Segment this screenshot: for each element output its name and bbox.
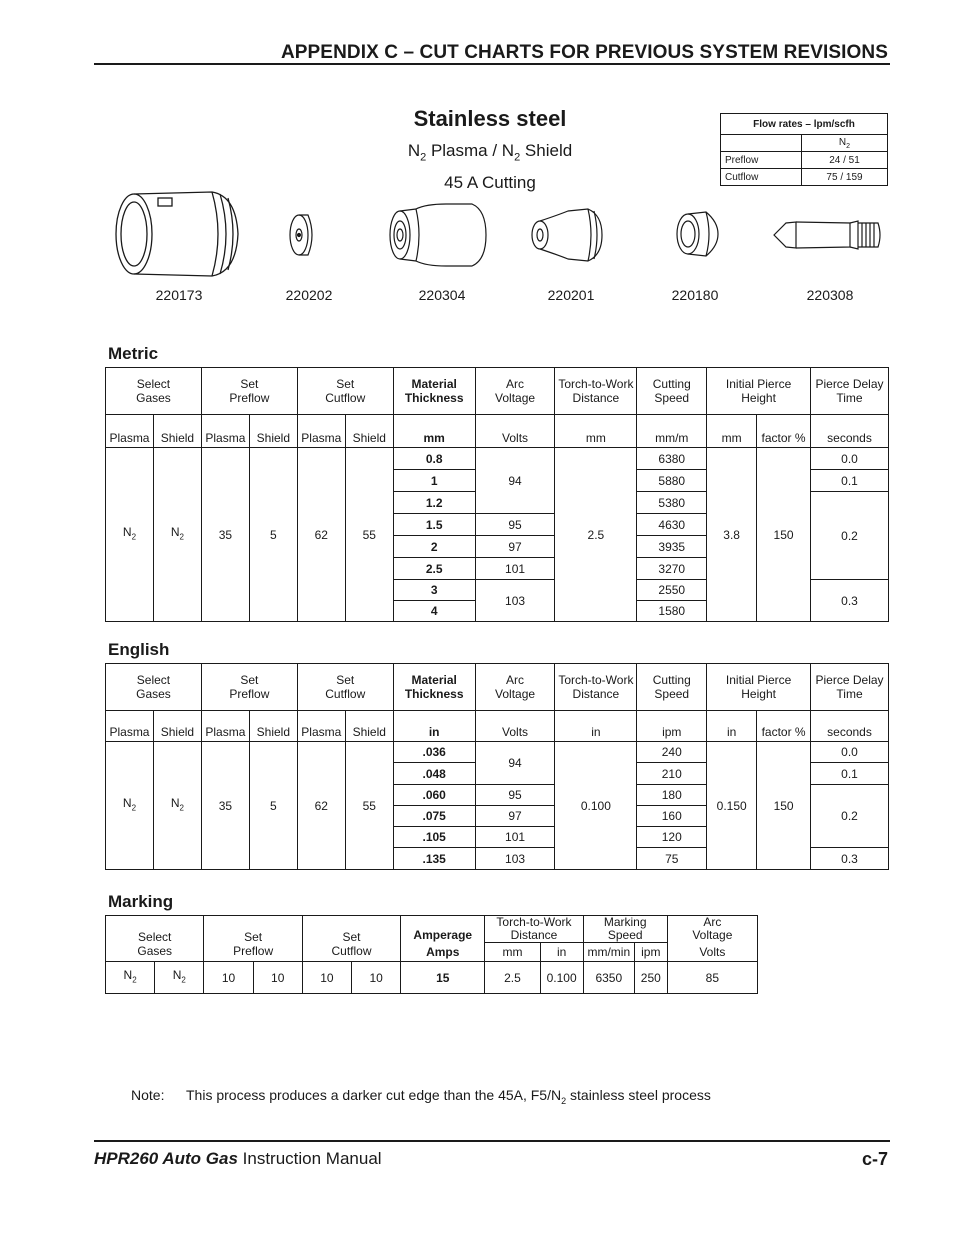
process-note: Note: This process produces a darker cut edge than the 45A, $F5/N_2$ stainless steel process bbox=[131, 1087, 711, 1106]
part-number: 220173 bbox=[155, 287, 203, 303]
swirl-ring-2-drawing bbox=[672, 208, 722, 260]
process-title: Stainless steel bbox=[413, 106, 567, 131]
flow-row-label: Cutflow bbox=[721, 169, 802, 186]
flow-row-value: 24 / 51 bbox=[802, 152, 888, 169]
note-label: Note: bbox=[131, 1087, 165, 1103]
marking-arc-voltage-header: Arc Voltage bbox=[667, 916, 757, 943]
shield-gas: $N_2$ bbox=[153, 448, 201, 622]
appendix-title: APPENDIX C – CUT CHARTS FOR PREVIOUS SYSTEM REVISIONS bbox=[280, 42, 888, 63]
retaining-cap-drawing bbox=[112, 186, 242, 281]
part-number: 220304 bbox=[418, 287, 466, 303]
cutting-speed-header: Cutting Speed bbox=[637, 368, 707, 415]
material-thickness-header: Material Thickness bbox=[393, 368, 475, 415]
part-number: 220180 bbox=[671, 287, 719, 303]
set-cutflow-header: Set Cutflow bbox=[297, 368, 393, 415]
part-number: 220202 bbox=[285, 287, 333, 303]
amperage-header: Amperage bbox=[401, 916, 485, 943]
page-number: c-7 bbox=[861, 1149, 888, 1169]
metric-heading: Metric bbox=[108, 344, 159, 363]
marking-speed-header: Marking Speed bbox=[583, 916, 667, 943]
metric-cut-table: Select Gases Set Preflow Set Cutflow Material Thickness Arc Voltage Torch-to-Work Distance Cutting Speed Initial Pierce Height Pierce Delay Time Plasma Shield Plasma Shield Plasma Shield mm Volts mm mm/m mm factor % seconds $N_2$ $N_2$ 35 5 62 55 0.8 94 2.5 6380 3.8 150 0.0 1 5880 0.1 1.2 5380 0.2 1.5 95 4630 2 97 3935 2.5 101 3270 3 103 2550 0.3 4 1580 bbox=[105, 367, 889, 622]
flow-row-label: Preflow bbox=[721, 152, 802, 169]
footer-rule bbox=[94, 1140, 890, 1142]
marking-ttw-header: Torch-to-Work Distance bbox=[485, 916, 583, 943]
flow-row-value: 75 / 159 bbox=[802, 169, 888, 186]
gas-combination: $N_2$ Plasma / $N_2$ Shield bbox=[407, 141, 573, 164]
part-number: 220308 bbox=[806, 287, 854, 303]
initial-pierce-header: Initial Pierce Height bbox=[707, 368, 811, 415]
process-subtitle bbox=[380, 138, 600, 196]
current-label: 45 A Cutting bbox=[444, 173, 536, 193]
flow-gas-header: $N_2$ bbox=[802, 135, 888, 152]
shield-drawing bbox=[386, 200, 490, 270]
manual-title: HPR260 Auto Gas Instruction Manual bbox=[94, 1149, 382, 1168]
part-number: 220201 bbox=[547, 287, 595, 303]
select-gases-header: Select Gases bbox=[106, 368, 202, 415]
flow-rates-title: Flow rates – lpm/scfh bbox=[721, 114, 888, 135]
nozzle-drawing bbox=[528, 205, 606, 265]
torch-to-work-header: Torch-to-Work Distance bbox=[555, 368, 637, 415]
swirl-ring-drawing bbox=[286, 210, 320, 260]
english-heading: English bbox=[108, 640, 170, 659]
english-cut-table: Select Gases Set Preflow Set Cutflow Material Thickness Arc Voltage Torch-to-Work Distance Cutting Speed Initial Pierce Height Pierce Delay Time Plasma Shield Plasma Shield Plasma Shield in Volts in ipm in factor % seconds $N_2$ $N_2$ 35 5 62 55 .036 94 0.100 240 0.150 150 0.0 .048 210 0.1 .060 95 180 0.2 .075 97 160 .105 101 120 .135 103 75 0.3 bbox=[105, 663, 889, 870]
plasma-gas: $N_2$ bbox=[106, 448, 154, 622]
header-rule bbox=[94, 63, 890, 65]
pierce-delay-header: Pierce Delay Time bbox=[810, 368, 888, 415]
set-preflow-header: Set Preflow bbox=[201, 368, 297, 415]
marking-table: Select Gases Set Preflow Set Cutflow Amperage Torch-to-Work Distance Marking Speed Arc Voltage Amps mm in mm/min ipm Volts $N_2$ $N_2$ 10 10 10 10 15 2.5 0.100 6350 250 85 bbox=[105, 915, 758, 994]
flow-rates-table bbox=[720, 113, 888, 186]
electrode-drawing bbox=[772, 217, 884, 253]
arc-voltage-header: Arc Voltage bbox=[475, 368, 555, 415]
marking-heading: Marking bbox=[108, 892, 174, 911]
